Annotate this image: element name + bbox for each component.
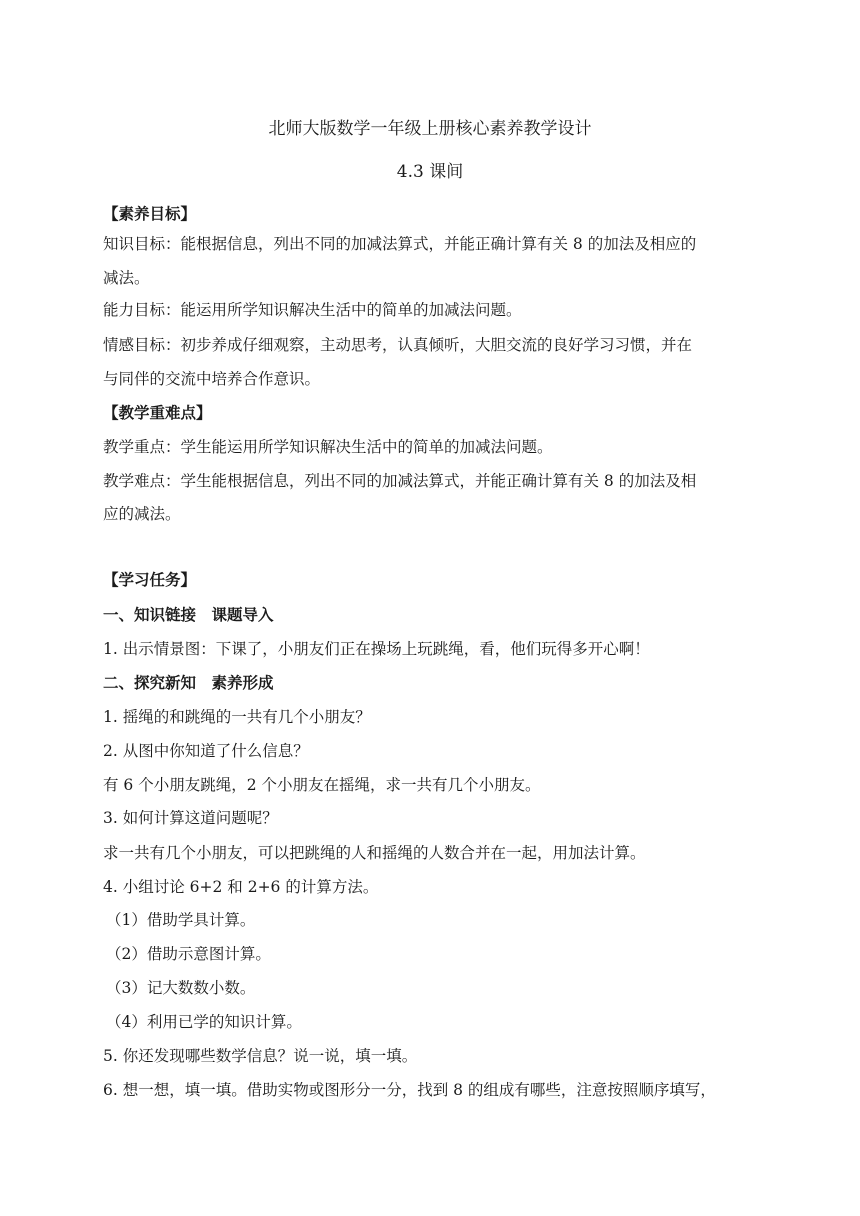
emotion-goal-line1: 情感目标：初步养成仔细观察，主动思考，认真倾听，大胆交流的良好学习习惯，并在 xyxy=(103,336,693,354)
knowledge-goal-line1: 知识目标：能根据信息，列出不同的加减法算式，并能正确计算有关 8 的加法及相应的 xyxy=(103,235,697,253)
section2-item1: 1. 摇绳的和跳绳的一共有几个小朋友？ xyxy=(103,708,371,726)
section2-item6: 6. 想一想，填一填。借助实物或图形分一分，找到 8 的组成有哪些，注意按照顺序填写， xyxy=(103,1081,716,1099)
section1-heading: 一、知识链接 课题导入 xyxy=(103,605,274,624)
document-title: 北师大版数学一年级上册核心素养教学设计 xyxy=(268,119,592,139)
method-3: （3）记大数数小数。 xyxy=(106,979,256,997)
section2-item2: 2. 从图中你知道了什么信息？ xyxy=(103,742,309,760)
lesson-title: 4.3 课间 xyxy=(396,162,464,182)
tasks-heading: 【学习任务】 xyxy=(103,570,197,589)
goals-heading: 【素养目标】 xyxy=(103,204,197,223)
section2-heading: 二、探究新知 素养形成 xyxy=(103,673,274,692)
knowledge-goal-line2: 减法。 xyxy=(103,269,150,287)
section2-item3: 3. 如何计算这道问题呢？ xyxy=(103,809,278,827)
section2-item2-answer: 有 6 个小朋友跳绳，2 个小朋友在摇绳，求一共有几个小朋友。 xyxy=(103,776,541,794)
emotion-goal-line2: 与同伴的交流中培养合作意识。 xyxy=(103,370,321,388)
section2-item3-answer: 求一共有几个小朋友，可以把跳绳的人和摇绳的人数合并在一起，用加法计算。 xyxy=(103,844,646,862)
method-4: （4）利用已学的知识计算。 xyxy=(106,1013,302,1031)
section1-item1: 1. 出示情景图：下课了，小朋友们正在操场上玩跳绳，看，他们玩得多开心啊！ xyxy=(103,640,650,658)
ability-goal: 能力目标：能运用所学知识解决生活中的简单的加减法问题。 xyxy=(103,301,522,319)
teaching-focus: 教学重点：学生能运用所学知识解决生活中的简单的加减法问题。 xyxy=(103,438,553,456)
method-2: （2）借助示意图计算。 xyxy=(106,945,271,963)
teaching-difficulty-line1: 教学难点：学生能根据信息，列出不同的加减法算式，并能正确计算有关 8 的加法及相 xyxy=(103,472,697,490)
method-1: （1）借助学具计算。 xyxy=(106,911,256,929)
keypoints-heading: 【教学重难点】 xyxy=(103,403,212,422)
teaching-difficulty-line2: 应的减法。 xyxy=(103,505,181,523)
section2-item4: 4. 小组讨论 6+2 和 2+6 的计算方法。 xyxy=(103,878,379,896)
section2-item5: 5. 你还发现哪些数学信息？说一说，填一填。 xyxy=(103,1047,418,1065)
